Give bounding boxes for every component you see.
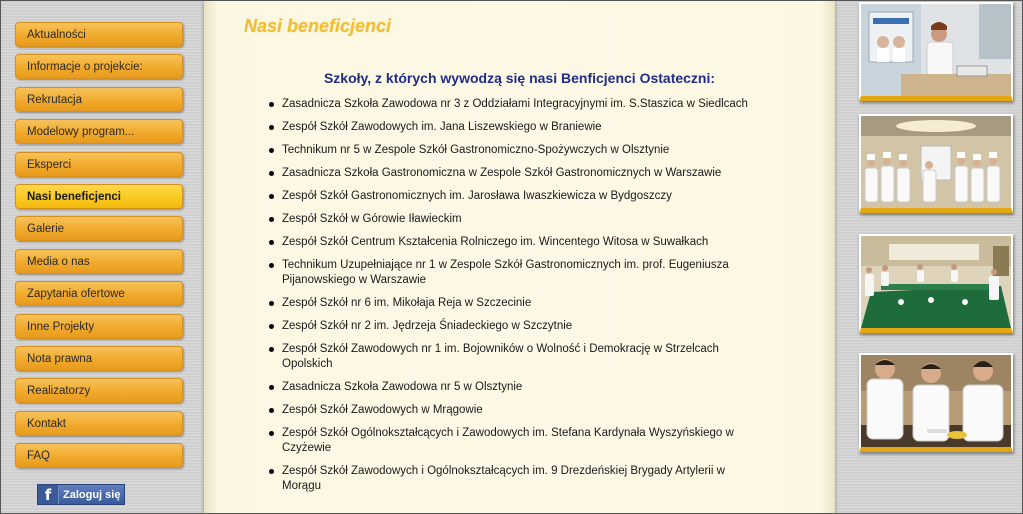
gallery-photo-2[interactable] <box>859 114 1013 213</box>
list-item: Zespół Szkół Gastronomicznych im. Jarosława Iwaszkiewicza w Bydgoszczy <box>282 189 752 204</box>
list-item: Zespół Szkół nr 2 im. Jędrzeja Śniadeckiego w Szczytnie <box>282 319 752 334</box>
sidebar-item-nota-prawna[interactable]: Nota prawna <box>15 346 183 371</box>
sidebar-item-zapytania-ofertowe[interactable]: Zapytania ofertowe <box>15 281 183 306</box>
list-item: Zasadnicza Szkoła Zawodowa nr 5 w Olsztynie <box>282 380 752 395</box>
chef-demo-image <box>861 4 1011 96</box>
list-item: Zespół Szkół nr 6 im. Mikołaja Reja w Szczecinie <box>282 296 752 311</box>
sidebar-item-informacje-o-projekcie[interactable]: Informacje o projekcie: <box>15 54 183 79</box>
facebook-login-label: Zaloguj się <box>63 489 121 501</box>
facebook-login-button[interactable] <box>37 484 125 505</box>
sidebar-item-eksperci[interactable]: Eksperci <box>15 152 183 177</box>
list-item: Zasadnicza Szkoła Zawodowa nr 3 z Oddziałami Integracyjnymi im. S.Staszica w Siedlcach <box>282 97 752 112</box>
sidebar-item-inne-projekty[interactable]: Inne Projekty <box>15 314 183 339</box>
list-item: Zespół Szkół Ogólnokształcących i Zawodowych im. Stefana Kardynała Wyszyńskiego w Czyżewie <box>282 426 752 456</box>
sidebar-nav <box>15 22 183 475</box>
page-title: Nasi beneficjenci <box>244 16 392 36</box>
sidebar-item-faq[interactable]: FAQ <box>15 443 183 468</box>
list-item: Zespół Szkół Zawodowych i Ogólnokształcących im. 9 Drezdeńskiej Brygady Artylerii w Morągu <box>282 464 752 494</box>
schools-heading: Szkoły, z których wywodzą się nasi Benficjenci Ostateczni: <box>323 70 716 86</box>
gallery-photo-3[interactable] <box>859 234 1013 333</box>
list-item: Zespół Szkół Centrum Kształcenia Rolniczego im. Wincentego Witosa w Suwałkach <box>282 235 752 250</box>
chef-group-image <box>861 116 1011 208</box>
gallery-photo-1[interactable] <box>859 2 1013 101</box>
list-item: Zespół Szkół w Górowie Iławieckim <box>282 212 752 227</box>
sidebar-item-kontakt[interactable]: Kontakt <box>15 411 183 436</box>
school-list <box>282 97 752 502</box>
sidebar-item-media-o-nas[interactable]: Media o nas <box>15 249 183 274</box>
list-item: Zasadnicza Szkoła Gastronomiczna w Zespole Szkół Gastronomicznych w Warszawie <box>282 166 752 181</box>
list-item: Zespół Szkół Zawodowych im. Jana Liszewskiego w Braniewie <box>282 120 752 135</box>
sidebar-item-aktualnosci[interactable]: Aktualności <box>15 22 183 47</box>
gallery-photo-4[interactable] <box>859 353 1013 452</box>
main-content <box>204 1 835 514</box>
list-item: Technikum nr 5 w Zespole Szkół Gastronomiczno-Spożywczych w Olsztynie <box>282 143 752 158</box>
list-item: Technikum Uzupełniające nr 1 w Zespole Szkół Gastronomicznych im. prof. Eugeniusza Pijanowskiego w Warszawie <box>282 258 752 288</box>
list-item: Zespół Szkół Zawodowych w Mrągowie <box>282 403 752 418</box>
sidebar-item-nasi-beneficjenci[interactable]: Nasi beneficjenci <box>15 184 183 209</box>
chefs-cooking-image <box>861 355 1011 447</box>
classroom-image <box>861 236 1011 328</box>
sidebar-item-modelowy-program[interactable]: Modelowy program... <box>15 119 183 144</box>
sidebar-item-galerie[interactable]: Galerie <box>15 216 183 241</box>
sidebar-item-rekrutacja[interactable]: Rekrutacja <box>15 87 183 112</box>
list-item: Zespół Szkół Zawodowych nr 1 im. Bojowników o Wolność i Demokrację w Strzelcach Opolskich <box>282 342 752 372</box>
facebook-icon: f <box>38 485 59 504</box>
sidebar-item-realizatorzy[interactable]: Realizatorzy <box>15 378 183 403</box>
